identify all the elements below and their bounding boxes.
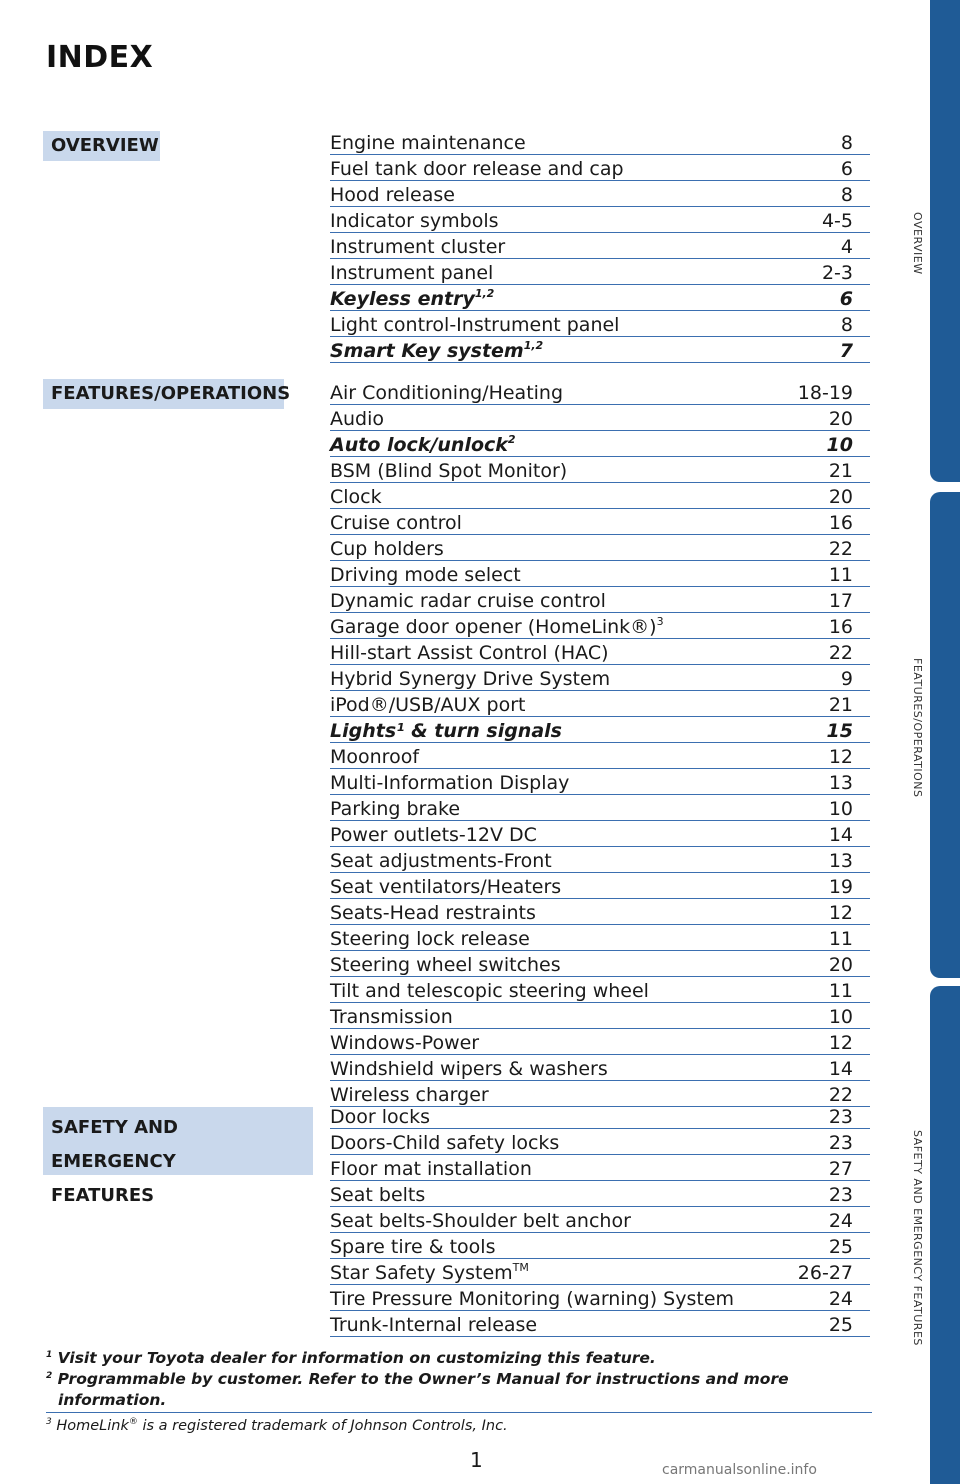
index-entry-page: 8 (840, 314, 853, 336)
index-entry-page: 18-19 (797, 382, 853, 404)
index-entry (330, 1056, 870, 1081)
footnote-3 (46, 1416, 508, 1436)
index-entry (330, 380, 870, 405)
index-entry (330, 588, 870, 613)
index-entry-page: 20 (828, 954, 853, 976)
index-entry-label (330, 772, 569, 794)
footnote-3-text-a: HomeLink (56, 1418, 129, 1434)
index-entry-superscript: 1,2 (474, 287, 495, 300)
index-entry (330, 338, 870, 363)
index-entry-text: Doors-Child safety locks (330, 1132, 560, 1154)
index-entry-label (330, 616, 664, 638)
index-entry-page: 12 (828, 746, 853, 768)
index-entry-label (330, 236, 505, 258)
index-entry-label (330, 1262, 529, 1284)
index-entry-text: iPod®/USB/AUX port (330, 694, 526, 716)
index-entry-page: 9 (840, 668, 853, 690)
index-entry-text: Power outlets-12V DC (330, 824, 537, 846)
index-entry-text: Parking brake (330, 798, 461, 820)
index-entry (330, 770, 870, 795)
index-entry-page: 21 (828, 694, 853, 716)
index-entry-page: 23 (828, 1184, 853, 1206)
footnote-1 (46, 1348, 872, 1369)
index-entry-label (330, 512, 462, 534)
overview-index-list (330, 130, 870, 364)
index-entry-label (330, 824, 537, 846)
index-entry-text: Seats-Head restraints (330, 902, 536, 924)
index-entry-page: 22 (828, 538, 853, 560)
index-entry-text: Audio (330, 408, 385, 430)
index-entry (330, 1260, 870, 1285)
index-entry-page: 13 (828, 850, 853, 872)
index-entry-text: Multi-Information Display (330, 772, 570, 794)
side-label-overview: OVERVIEW (911, 212, 924, 275)
section-tab-overview: OVERVIEW (43, 131, 160, 161)
index-entry-page: 23 (828, 1132, 853, 1154)
index-entry (330, 234, 870, 259)
index-entry-text: Driving mode select (330, 564, 521, 586)
index-entry-text: Seat ventilators/Heaters (330, 876, 562, 898)
footnotes (46, 1348, 872, 1411)
index-entry-text: Hood release (330, 184, 455, 206)
index-entry-page: 4-5 (821, 210, 853, 232)
index-entry-text: Spare tire & tools (330, 1236, 496, 1258)
index-entry-text: BSM (Blind Spot Monitor) (330, 460, 568, 482)
index-entry (330, 874, 870, 899)
index-entry (330, 156, 870, 181)
page-title: INDEX (46, 40, 154, 75)
index-entry-page: 6 (840, 158, 853, 180)
index-entry-label (330, 1106, 430, 1128)
watermark: carmanualsonline.info (662, 1462, 817, 1478)
index-entry-label (330, 288, 494, 310)
safety-index-list (330, 1104, 870, 1338)
footnote-2-mark: 2 (46, 1371, 53, 1381)
index-entry-page: 14 (828, 824, 853, 846)
index-entry-label (330, 408, 384, 430)
index-entry-page: 10 (826, 434, 853, 456)
index-entry (330, 796, 870, 821)
index-entry-label (330, 720, 562, 742)
index-entry-label (330, 314, 619, 336)
index-entry (330, 312, 870, 337)
index-entry (330, 1208, 870, 1233)
index-entry-page: 8 (840, 132, 853, 154)
index-entry-page: 22 (828, 1084, 853, 1106)
index-entry-page: 25 (828, 1314, 853, 1336)
index-entry-superscript: 1,2 (523, 339, 544, 352)
index-entry (330, 406, 870, 431)
footnote-1-text: Visit your Toyota dealer for information on customizing this feature. (57, 1349, 656, 1367)
index-entry (330, 952, 870, 977)
index-entry-label (330, 1058, 608, 1080)
index-entry (330, 822, 870, 847)
index-entry-text: Seat belts-Shoulder belt anchor (330, 1210, 631, 1232)
index-entry-text: Hill-start Assist Control (HAC) (330, 642, 609, 664)
index-entry-page: 22 (828, 642, 853, 664)
index-entry-label (330, 158, 624, 180)
index-entry-page: 6 (839, 288, 853, 310)
section-tab-safety-line2: FEATURES (51, 1185, 155, 1206)
index-entry-page: 15 (826, 720, 853, 742)
index-entry (330, 1004, 870, 1029)
index-entry-label (330, 1006, 453, 1028)
index-entry-text: Trunk-Internal release (330, 1314, 538, 1336)
index-entry-text: Auto lock/unlock (330, 434, 508, 456)
section-tab-safety (43, 1107, 313, 1206)
index-entry-text: Tire Pressure Monitoring (warning) System (330, 1288, 735, 1310)
index-entry-text: Steering lock release (330, 928, 530, 950)
index-entry-page: 8 (840, 184, 853, 206)
index-entry-text: Door locks (330, 1106, 430, 1128)
index-entry-superscript: 2 (507, 433, 516, 446)
index-entry-page: 2-3 (821, 262, 853, 284)
index-entry (330, 1130, 870, 1155)
side-tab-safety[interactable] (930, 986, 960, 1484)
index-entry-label (330, 642, 609, 664)
index-entry-page: 10 (828, 1006, 853, 1028)
index-entry-text: Cruise control (330, 512, 462, 534)
index-entry-label (330, 590, 606, 612)
index-entry-page: 20 (828, 408, 853, 430)
index-entry (330, 640, 870, 665)
index-entry-text: Light control-Instrument panel (330, 314, 620, 336)
footnote-2 (46, 1369, 872, 1411)
index-entry-label (330, 954, 561, 976)
index-entry-label (330, 1184, 425, 1206)
index-entry-text: Dynamic radar cruise control (330, 590, 606, 612)
index-entry-label (330, 262, 493, 284)
index-entry-label (330, 132, 526, 154)
index-entry (330, 1156, 870, 1181)
index-entry-text: Moonroof (330, 746, 420, 768)
index-entry (330, 1286, 870, 1311)
index-entry (330, 208, 870, 233)
index-entry (330, 1312, 870, 1337)
index-entry-page: 21 (828, 460, 853, 482)
index-entry-text: Transmission (330, 1006, 453, 1028)
footnote-divider (46, 1412, 872, 1413)
index-entry-page: 13 (828, 772, 853, 794)
index-entry-page: 12 (828, 1032, 853, 1054)
index-entry (330, 286, 870, 311)
index-entry-text: Instrument panel (330, 262, 494, 284)
index-entry (330, 666, 870, 691)
index-entry-text: Wireless charger (330, 1084, 489, 1106)
index-entry-label (330, 980, 649, 1002)
index-entry (330, 1182, 870, 1207)
index-entry-text: Air Conditioning/Heating (330, 382, 564, 404)
features-index-list (330, 380, 870, 1108)
index-entry-label (330, 1288, 734, 1310)
index-entry-text: Windows-Power (330, 1032, 480, 1054)
index-entry-label (330, 538, 444, 560)
index-entry-label (330, 460, 567, 482)
index-entry-page: 11 (828, 564, 853, 586)
index-entry-page: 14 (828, 1058, 853, 1080)
index-entry-page: 10 (828, 798, 853, 820)
index-entry-label (330, 486, 382, 508)
index-entry-page: 4 (840, 236, 853, 258)
index-entry-label (330, 1084, 489, 1106)
index-entry (330, 1234, 870, 1259)
index-entry (330, 260, 870, 285)
index-entry-label (330, 434, 516, 456)
index-entry-label (330, 184, 455, 206)
index-entry-label (330, 340, 543, 362)
index-entry-page: 11 (828, 980, 853, 1002)
index-entry-label (330, 928, 530, 950)
index-entry-page: 24 (828, 1288, 853, 1310)
index-entry-page: 26-27 (797, 1262, 853, 1284)
index-entry-label (330, 902, 536, 924)
index-entry-page: 24 (828, 1210, 853, 1232)
index-entry-label (330, 668, 610, 690)
index-entry-page: 17 (828, 590, 853, 612)
index-entry-label (330, 876, 561, 898)
index-entry (330, 692, 870, 717)
index-entry-text: Indicator symbols (330, 210, 499, 232)
index-entry-page: 7 (839, 340, 853, 362)
index-entry-label (330, 850, 552, 872)
index-entry-label (330, 746, 419, 768)
index-entry-label (330, 1314, 537, 1336)
index-entry (330, 978, 870, 1003)
footnote-3-mark: 3 (46, 1417, 52, 1427)
side-tab-features[interactable] (930, 492, 960, 978)
index-entry (330, 718, 870, 743)
index-entry-page: 25 (828, 1236, 853, 1258)
index-entry-superscript: 3 (656, 615, 664, 628)
index-entry-label (330, 1236, 495, 1258)
index-entry-page: 16 (828, 512, 853, 534)
index-entry-page: 23 (828, 1106, 853, 1128)
index-entry-text: Star Safety System (330, 1262, 513, 1284)
index-entry-text: Hybrid Synergy Drive System (330, 668, 611, 690)
footnote-3-text-b: is a registered trademark of Johnson Controls, Inc. (137, 1418, 508, 1434)
index-entry-label (330, 1032, 479, 1054)
index-entry (330, 536, 870, 561)
index-entry-text: Floor mat installation (330, 1158, 532, 1180)
index-entry-page: 19 (828, 876, 853, 898)
index-entry (330, 900, 870, 925)
index-entry (330, 130, 870, 155)
index-entry-text: Steering wheel switches (330, 954, 561, 976)
side-tab-overview[interactable] (930, 0, 960, 482)
index-entry-label (330, 1210, 631, 1232)
index-entry-text: Lights¹ & turn signals (330, 720, 562, 742)
index-entry-page: 20 (828, 486, 853, 508)
index-entry-text: Keyless entry (330, 288, 475, 310)
index-entry-text: Cup holders (330, 538, 444, 560)
index-entry (330, 614, 870, 639)
index-entry (330, 484, 870, 509)
footnote-1-mark: 1 (46, 1350, 53, 1360)
index-entry-text: Windshield wipers & washers (330, 1058, 608, 1080)
index-entry-text: Instrument cluster (330, 236, 506, 258)
index-entry (330, 432, 870, 457)
index-entry-text: Seat belts (330, 1184, 426, 1206)
index-entry-text: Tilt and telescopic steering wheel (330, 980, 649, 1002)
index-entry-text: Garage door opener (HomeLink®) (330, 616, 657, 638)
index-entry-page: 11 (828, 928, 853, 950)
index-entry (330, 1030, 870, 1055)
index-entry-label (330, 210, 499, 232)
index-entry-text: Smart Key system (330, 340, 524, 362)
side-label-features: FEATURES/OPERATIONS (911, 658, 924, 798)
index-entry (330, 510, 870, 535)
section-tab-features: FEATURES/OPERATIONS (43, 379, 284, 409)
side-label-safety: SAFETY AND EMERGENCY FEATURES (911, 1130, 924, 1346)
index-entry-label (330, 798, 460, 820)
index-entry (330, 182, 870, 207)
index-entry-label (330, 1158, 532, 1180)
index-entry-text: Fuel tank door release and cap (330, 158, 624, 180)
index-entry-text: Clock (330, 486, 382, 508)
index-entry-label (330, 1132, 559, 1154)
index-entry-page: 16 (828, 616, 853, 638)
index-entry-superscript: TM (512, 1261, 529, 1274)
index-entry-page: 12 (828, 902, 853, 924)
section-tab-safety-line1: SAFETY AND EMERGENCY (51, 1117, 179, 1172)
index-entry (330, 562, 870, 587)
index-entry (330, 744, 870, 769)
index-entry-label (330, 564, 521, 586)
index-entry (330, 1104, 870, 1129)
footnote-2-text: Programmable by customer. Refer to the Owner’s Manual for instructions and more information. (57, 1370, 789, 1409)
index-entry (330, 926, 870, 951)
index-entry (330, 848, 870, 873)
index-entry (330, 458, 870, 483)
index-entry-text: Seat adjustments-Front (330, 850, 552, 872)
page-number: 1 (470, 1448, 483, 1472)
index-entry-label (330, 382, 563, 404)
footnote-3-reg: ® (128, 1417, 138, 1427)
index-entry-page: 27 (828, 1158, 853, 1180)
index-entry-label (330, 694, 525, 716)
index-entry-text: Engine maintenance (330, 132, 526, 154)
